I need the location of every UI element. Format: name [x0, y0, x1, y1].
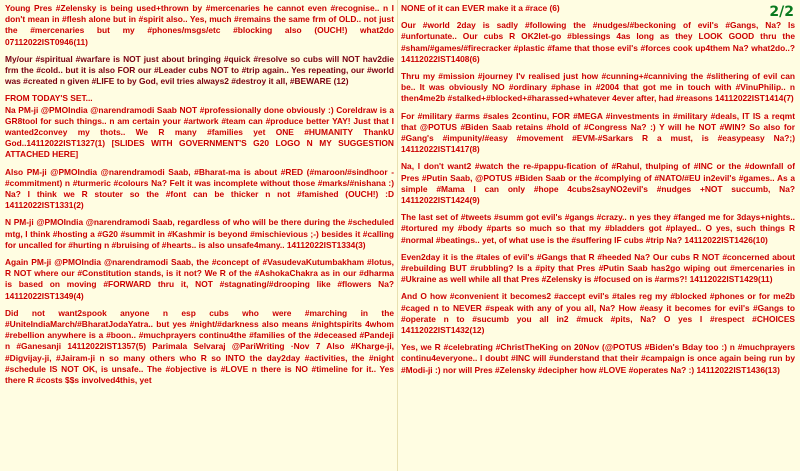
tweet-paragraph: Did not want2spook anyone n esp cubs who were #marching in the #UniteIndiaMarch/#BharatJodaYatra.. but yes #night/#darkness also means #nightspirits 4whom #rebellion anywhere is a #boon.. #muchprayers continu4the #families of the #deceased #Pandeji n #Ganesanji 14112022IST1357(5) Parimala Selvaraj @PariWriting ·Nov 7 Also #Kharge-ji, #Digvijay-ji, #Jairam-ji n so many others who R so INTO the day2day #activities, the #night #schedule IS NOT OK, is unsafe.. The #objective is #LOVE n there is NO #timeline for it.. Yes there R #costs $$s involved4this, yet: [5, 307, 394, 386]
tweet-paragraph: NONE of it can EVER make it a #race (6): [401, 3, 560, 13]
section-heading: FROM TODAY'S SET...: [5, 93, 93, 104]
column-divider: [397, 0, 398, 471]
left-column: [5, 3, 394, 469]
tweet-paragraph: Young Pres #Zelensky is being used+thrown by #mercenaries he cannot even #recognise.. n I don't mean in #flesh alone but in #spirit also.. Yes, much #remains the same frm of OLD.. not just the #mercenaries but my #phones/msgs/etc #blocking also (OUCH!) what2do 07112022IST0946(11): [5, 3, 394, 47]
tweet-paragraph: Also PM-ji @PMOIndia @narendramodi Saab, #Bharat-ma is about #RED (#maroon/#sindhoor - #commitment) n #turmeric #colours Na? Felt it was incomplete without those #marks/#nishana :) Na? I think we R stouter so the #font can be thicker n not #famished (OUCH!) :D 14112022IST1331(2): [5, 166, 394, 211]
tweet-paragraph: N PM-ji @PMOIndia @narendramodi Saab, regardless of who will be there during the #scheduled mtg, I think #hosting a #G20 #summit in #Kashmir is beyond #mischievious ;-) besides it #calling for uncalled for #hurting n #bruising of #hearts.. is also unsafe4many.. 14112022IST1334(3): [5, 217, 394, 250]
right-column: [401, 3, 795, 469]
tweet-paragraph: For #military #arms #sales 2continu, FOR #MEGA #investments in #military #deals, IT IS a reqmt that @POTUS #Biden Saab retains #hold of #Congress Na? :) Y will he NOT #WIN? So also for #Gang's #impunity/#easy #movement #EVM-#Sarkars R a must, is #easypeasy Na?;) 14112022IST1417(8): [401, 110, 795, 155]
tweet-paragraph: Thru my #mission #journey I'v realised just how #cunning+#canniving the #slithering of evil can be.. It was obviously NO #ordinary #phase in #2004 that got me in touch with #VinuPhilip.. n then4me2b #stalked+#blocked+#harassed+whatever 4ever after, had #reasons 14112022IST1414(7): [401, 71, 795, 104]
tweet-paragraph: Even2day it is the #tales of evil's #Gangs that R #heeded Na? Our cubs R NOT #concerned about #rebuilding BUT #rubbling? Is a #pity that Pres #Putin Saab has2go wiping out #mercenaries in #Ukraine as well while all that Pres #Zelensky is #focused on is #arms?! 14112022IST1429(11): [401, 251, 795, 285]
tweet-paragraph: Our #world 2day is sadly #following the #nudges/#beckoning of evil's #Gangs, Na? Is #unfortunate.. Our cubs R OK2let-go #blessings 4as long as they LOOK GOOD thru the #sham/#games/#firecracker #plastic #fame that those evil's #forces cook up4them Na? what2do..? 14112022IST1408(6): [401, 20, 795, 64]
tweet-paragraph: Again PM-ji @PMOIndia @narendramodi Saab, the #concept of #VasudevaKutumbakham #lotus, R NOT where our #Constitution stands, is it not? We R of the #AshokaChakra as in our #dharma is based on moving #FORWARD thru it, NOT #stagnating/#drooping like #flowers Na? 14112022IST1349(4): [5, 257, 394, 301]
tweet-paragraph: Yes, we R #celebrating #ChristTheKing on 20Nov (@POTUS #Biden's Bday too :) n #muchprayers continu4everyone.. I doubt #INC will #understand that their #campaign is once again being run by #Modi-ji :) nor will Pres #Zelensky #decipher how #LOVE #operates Na? :) 14112022IST1436(13): [401, 342, 795, 375]
page-number: 2/2: [769, 4, 794, 20]
tweet-paragraph: The last set of #tweets #summ got evil's #gangs #crazy.. n yes they #fanged me for 3days+nights.. #tortured my #body #parts so much so that my #bladders got #played.. O yes, such things R #normal #beatings.. yet, of what use is the #suffering IF cubs #trip Na? 14112022IST1426(10): [401, 212, 795, 245]
tweet-paragraph: My/our #spiritual #warfare is NOT just about bringing #quick #resolve so cubs will NOT hav2die frm the #cold.. but it is also FOR our #Leader cubs NOT to #trip again.. Yes repeating, our #world was #created n given #LIFE to by God, evil tries always2 #destroy it all, #BEWARE (12): [5, 53, 394, 87]
tweet-paragraph: Na PM-ji @PMOIndia @narendramodi Saab NOT #professionally done obviously :) Coreldraw is a GR8tool for such things.. n am certain your #artwork #team can #produce better YAY! Just that I wanted2convey my thots.. We R many #families yet ONE #HUMANITY ThankU God..14112022IST1327(1) [SLIDES WITH GOVERNMENT'S G20 LOGO N MY SUGGESTION ATTACHED HERE]: [5, 104, 394, 160]
tweet-paragraph: Na, I don't want2 #watch the re-#pappu-fication of #Rahul, thulping of #INC or the #downfall of Pres #Putin Saab, @POTUS #Biden Saab or the #complying of #NATO/#EU in2evil's #games.. As a simple #Mama I can only #hope 4cubs2sayNO2evil's #nudges +NOT succumb, Na?14112022IST1424(9): [401, 161, 795, 206]
tweet-paragraph: And O how #convenient it becomes2 #accept evil's #tales reg my #blocked #phones or for me2b #caged n to NEVER #speak with any of you all, Na? How #easy it becomes for evil's #Gangs to #operate n to #sucumb you all in2 #muck #pits, Na? O yes I #respect #CHOICES 14112022IST1432(12): [401, 291, 795, 336]
